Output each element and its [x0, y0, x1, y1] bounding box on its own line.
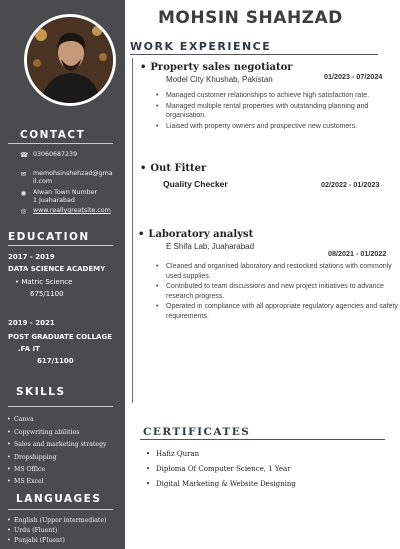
languages-divider — [8, 509, 113, 510]
job-1-title: • Property sales negotiator — [140, 62, 293, 73]
job-3-bullet: • Contributed to team discussions and new project initiatives to advance research progress. — [156, 282, 400, 301]
edu-2-school: POST GRADUATE COLLAGE — [8, 333, 112, 341]
job-1-title-text: Property sales negotiator — [150, 62, 293, 73]
web-icon: ◎ — [20, 207, 27, 215]
job-3-bullet: • Cleaned and organised laboratory and restocked stations with commonly used supplies. — [156, 262, 400, 281]
phone-icon: ☎ — [20, 151, 29, 159]
certificates-heading: CERTIFICATES — [143, 426, 251, 438]
job-3-company: E Shifa Lab, Juaharabad — [166, 242, 255, 251]
education-divider — [8, 245, 113, 246]
contact-heading: CONTACT — [20, 129, 86, 141]
contact-divider — [8, 143, 113, 144]
job-1-bullet: • Managed customer relationships to achieve high satisfaction rate. — [156, 91, 388, 101]
edu-2-degree: .FA IT — [18, 345, 40, 353]
certificate-item: • Diploma Of Computer Science, 1 Year — [156, 465, 291, 473]
skill-item: • MS Excel — [14, 478, 44, 485]
certificate-item: • Hafiz Quran — [156, 450, 199, 458]
work-experience-heading: WORK EXPERIENCE — [130, 40, 272, 53]
email-text[interactable]: memohsinshehzad@gmail.com — [33, 170, 113, 185]
education-heading: EDUCATION — [8, 231, 90, 243]
job-1-bullet: • Managed multiple rental properties with outstanding planning and organisation. — [156, 102, 388, 121]
job-2-title-text: Out Fitter — [150, 163, 207, 174]
skill-item: • MS Office — [14, 466, 45, 473]
job-3-title-text: Laboratory analyst — [148, 229, 254, 240]
skill-item: • Dropshipping — [14, 454, 57, 461]
job-3-dates: 08/2021 - 01/2022 — [328, 249, 387, 258]
language-item: • Punjabi (Fluent) — [14, 537, 65, 544]
edu-1-score: 675/1100 — [30, 290, 64, 298]
address-text: Alwan Town Number 1 Juaharabad — [33, 189, 98, 204]
skill-item: • Copywriting abilities — [14, 429, 79, 436]
work-experience-divider — [130, 54, 378, 55]
languages-heading: LANGUAGES — [16, 493, 102, 505]
timeline-line — [132, 58, 133, 403]
edu-2-years: 2019 - 2021 — [8, 319, 55, 327]
job-1-bullet: • Liaised with property owners and prospective new customers. — [156, 122, 388, 132]
edu-1-degree: • Matric Science — [15, 278, 73, 286]
edu-2-score: 617/1100 — [37, 357, 74, 365]
email-icon: ✉ — [20, 170, 27, 178]
skills-divider — [8, 406, 113, 407]
job-3-bullet: • Operated in compliance with all appropriate regulatory agencies and safety requirements. — [156, 302, 400, 321]
job-3-title: • Laboratory analyst — [138, 229, 254, 240]
job-2-company: Quality Checker — [163, 179, 228, 189]
location-icon: ◉ — [20, 189, 27, 197]
job-2-dates: 02/2022 - 01/2023 — [321, 180, 380, 189]
job-3-bullets — [156, 262, 400, 323]
job-1-company: Model City Khushab, Pakistan — [166, 75, 273, 84]
job-2-title: • Out Fitter — [140, 163, 207, 174]
skills-heading: SKILLS — [16, 386, 66, 398]
profile-photo — [24, 14, 116, 106]
language-item: • English (Upper intermediate) — [14, 517, 106, 524]
skill-item: • Canva — [14, 416, 34, 423]
website-link[interactable]: www.reallygreatsite.com — [33, 207, 111, 214]
candidate-name: MOHSIN SHAHZAD — [158, 8, 343, 28]
edu-1-years: 2017 - 2019 — [8, 253, 55, 261]
skill-item: • Sales and marketing strategy — [14, 441, 107, 448]
certificates-divider — [140, 439, 385, 440]
job-1-bullets — [156, 91, 388, 132]
edu-1-school: DATA SCIENCE ACADEMY — [8, 265, 106, 273]
job-1-dates: 01/2023 - 07/2024 — [324, 72, 383, 81]
phone-text: 03060687239 — [33, 151, 78, 158]
language-item: • Urdu (Fluent) — [14, 527, 57, 534]
certificate-item: • Digital Marketing & Website Designing — [156, 480, 296, 488]
sidebar — [0, 0, 125, 549]
